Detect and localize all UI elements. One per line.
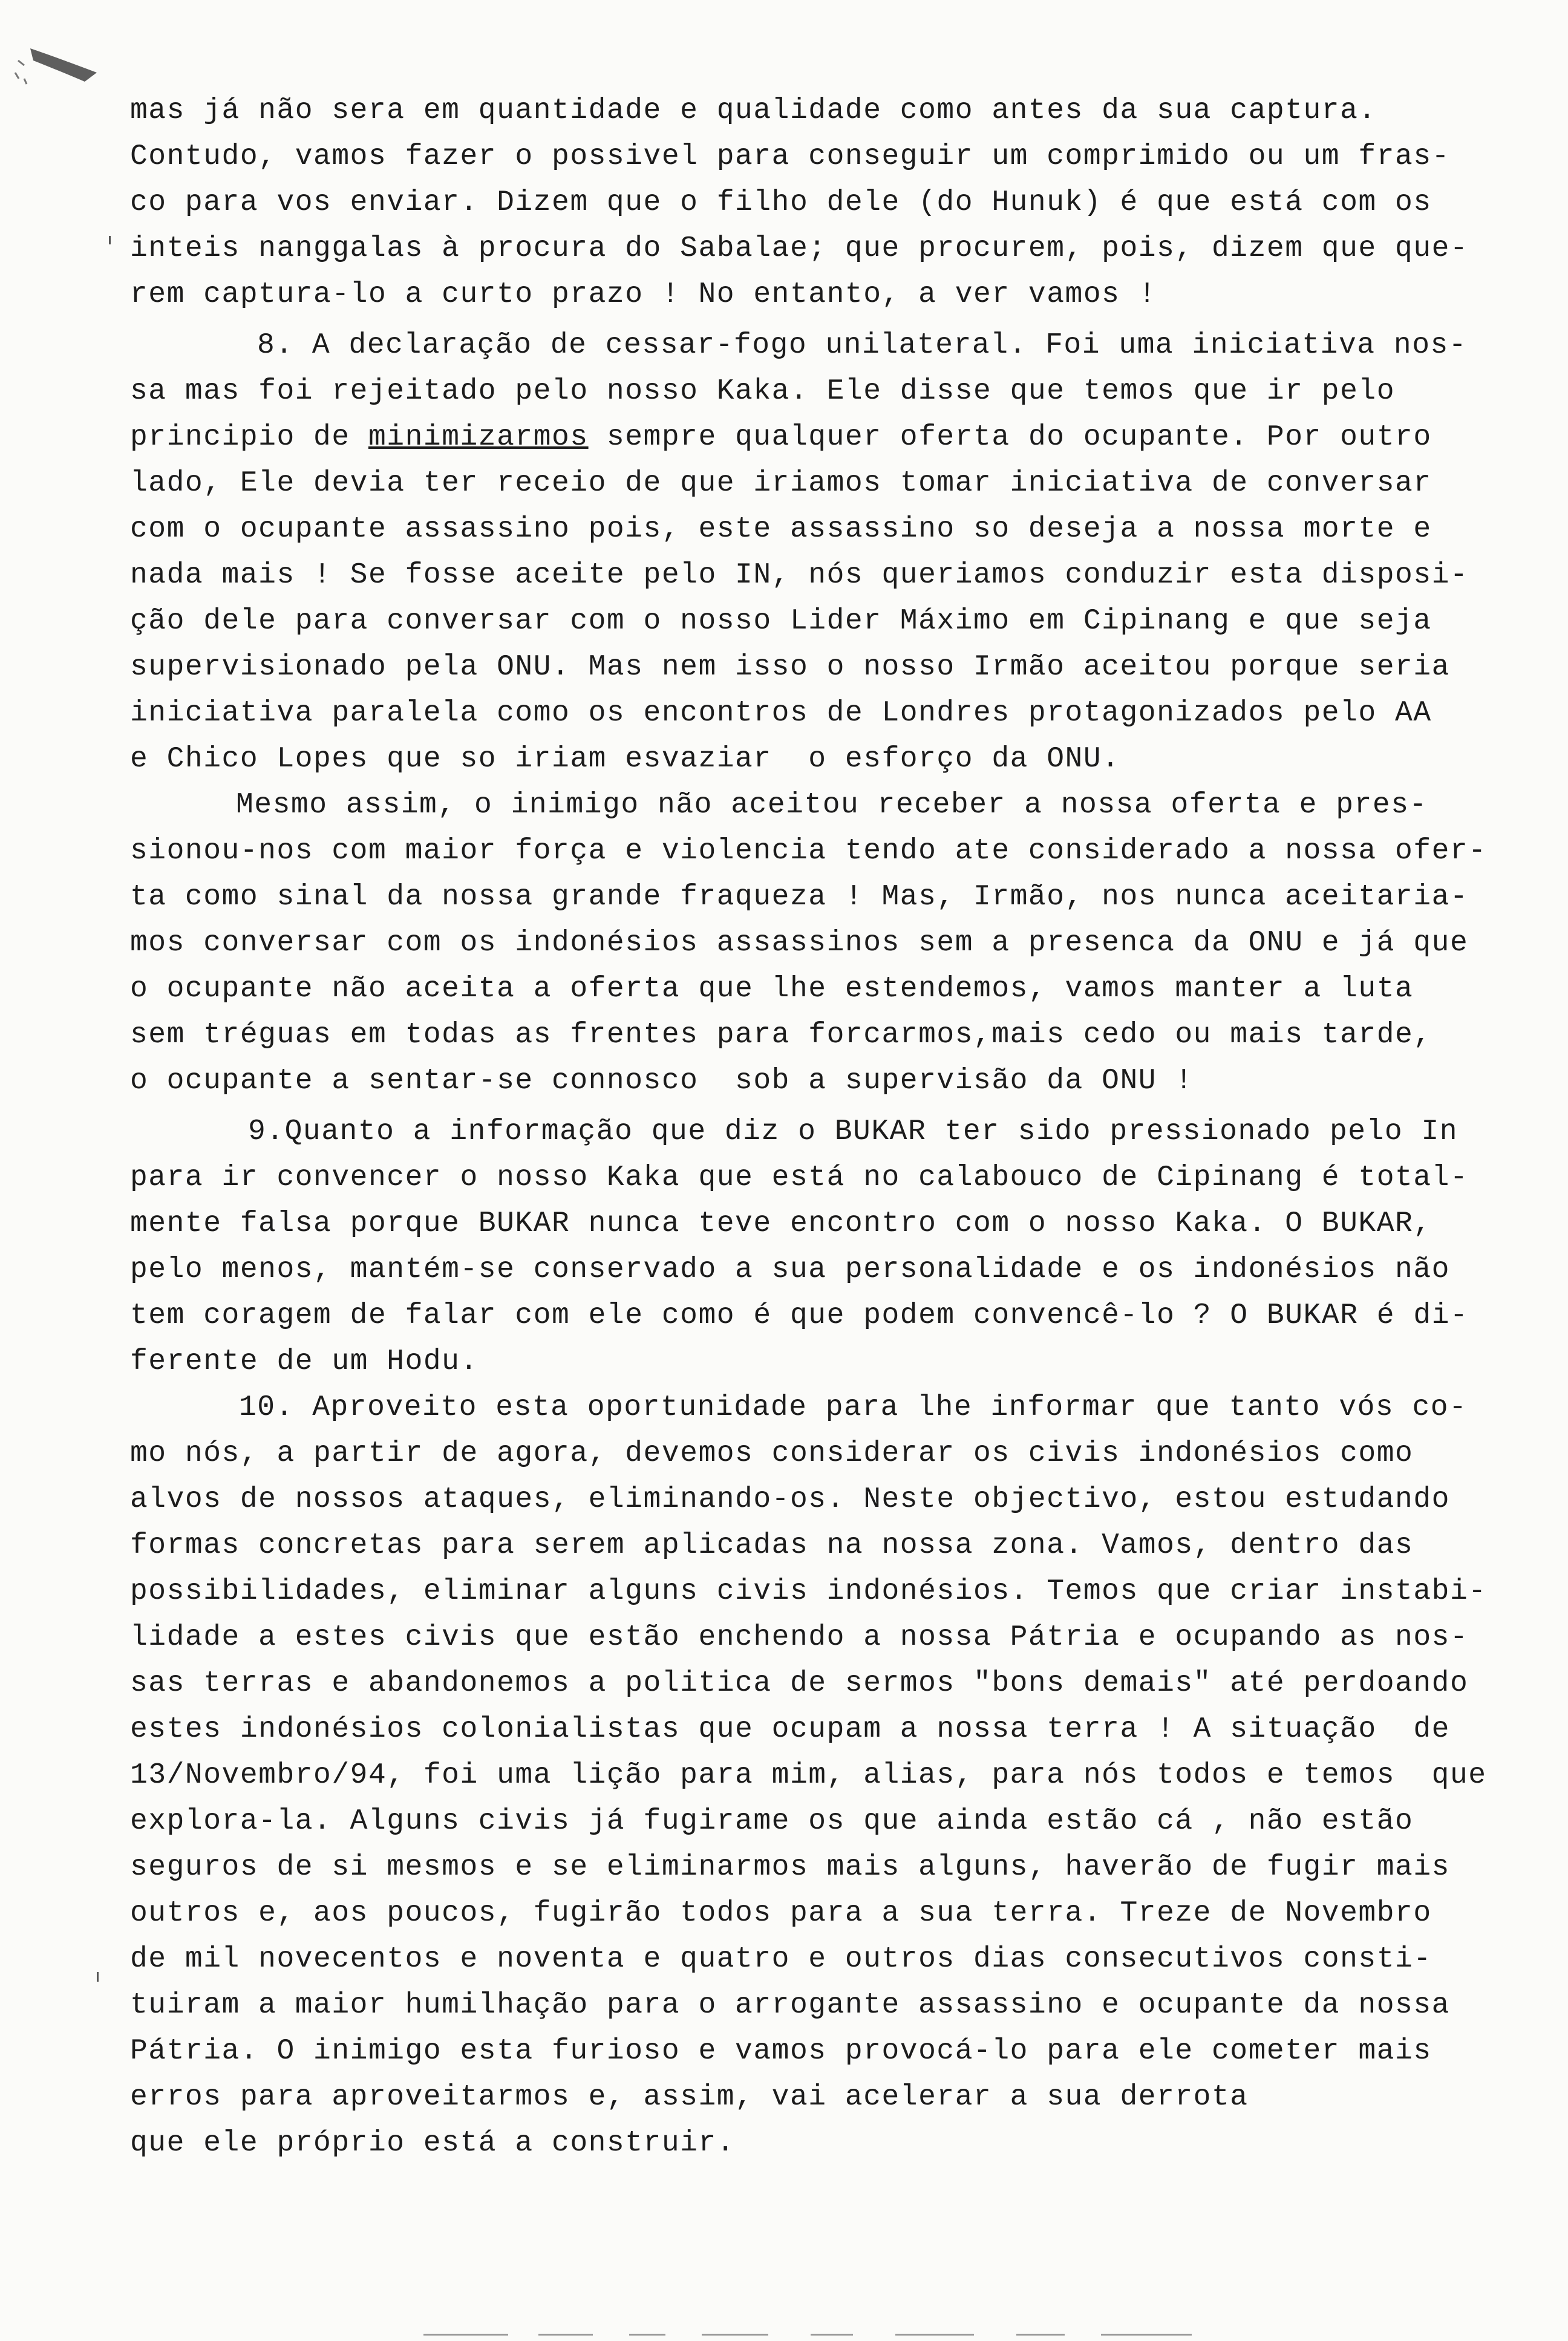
text-line: sas terras e abandonemos a politica de sermos "bons demais" até perdoando (130, 1667, 1469, 1700)
text-line: com o ocupante assassino pois, este assassino so deseja a nossa morte e (130, 513, 1432, 546)
text-line: mas já não sera em quantidade e qualidade como antes da sua captura. (130, 94, 1377, 127)
text-line: e Chico Lopes que so iriam esvaziar o esforço da ONU. (130, 743, 1120, 775)
margin-tick-mark (97, 1972, 99, 1982)
paragraph-10-start: 10. Aproveito esta oportunidade para lhe informar que tanto vós co- (239, 1391, 1468, 1424)
text-line: lidade a estes civis que estão enchendo a nossa Pátria e ocupando as nos- (130, 1621, 1469, 1654)
text-line: lado, Ele devia ter receio de que iriamos tomar iniciativa de conversar (130, 467, 1432, 500)
paragraph-start: Mesmo assim, o inimigo não aceitou receber a nossa oferta e pres- (236, 789, 1428, 821)
text-line: iniciativa paralela como os encontros de Londres protagonizados pelo AA (130, 697, 1432, 730)
scan-edge-noise (423, 2332, 1270, 2338)
text-line: co para vos enviar. Dizem que o filho dele (do Hunuk) é que está com os (130, 186, 1432, 219)
text-line: para ir convencer o nosso Kaka que está no calabouco de Cipinang é total- (130, 1161, 1469, 1194)
text-line: ta como sinal da nossa grande fraqueza ! Mas, Irmão, nos nunca aceitaria- (130, 881, 1469, 913)
text-line: mo nós, a partir de agora, devemos considerar os civis indonésios como (130, 1437, 1414, 1470)
text-line: sem tréguas em todas as frentes para forcarmos,mais cedo ou mais tarde, (130, 1019, 1432, 1051)
text-line: mos conversar com os indonésios assassinos sem a presenca da ONU e já que (130, 927, 1469, 959)
text-line: tem coragem de falar com ele como é que podem convencê-lo ? O BUKAR é di- (130, 1299, 1469, 1332)
typed-letter-body (130, 88, 1485, 2166)
text-line: outros e, aos poucos, fugirão todos para a sua terra. Treze de Novembro (130, 1897, 1432, 1930)
text-line: Contudo, vamos fazer o possivel para conseguir um comprimido ou um fras- (130, 140, 1450, 173)
text-line: inteis nanggalas à procura do Sabalae; que procurem, pois, dizem que que- (130, 232, 1469, 265)
text-line: mente falsa porque BUKAR nunca teve encontro com o nosso Kaka. O BUKAR, (130, 1207, 1432, 1240)
text-line: alvos de nossos ataques, eliminando-os. Neste objectivo, estou estudando (130, 1483, 1450, 1516)
text-line: de mil novecentos e noventa e quatro e outros dias consecutivos consti- (130, 1943, 1432, 1976)
text-line: sa mas foi rejeitado pelo nosso Kaka. Ele disse que temos que ir pelo (130, 375, 1396, 408)
text-line: ção dele para conversar com o nosso Lider Máximo em Cipinang e que seja (130, 605, 1432, 638)
text-line (130, 414, 1485, 460)
text-line: Pátria. O inimigo esta furioso e vamos provocá-lo para ele cometer mais (130, 2035, 1432, 2068)
text-segment: principio de (130, 421, 368, 454)
text-line: o ocupante não aceita a oferta que lhe estendemos, vamos manter a luta (130, 973, 1414, 1005)
text-line: supervisionado pela ONU. Mas nem isso o nosso Irmão aceitou porque seria (130, 651, 1450, 684)
paragraph-8-start: 8. A declaração de cessar-fogo unilateral. Foi uma iniciativa nos- (257, 329, 1468, 362)
text-line: formas concretas para serem aplicadas na nossa zona. Vamos, dentro das (130, 1529, 1414, 1562)
text-line: tuiram a maior humilhação para o arrogante assassino e ocupante da nossa (130, 1989, 1450, 2022)
paragraph-9-start: 9.Quanto a informação que diz o BUKAR ter sido pressionado pelo In (248, 1115, 1459, 1148)
text-segment: sempre qualquer oferta do ocupante. Por outro (588, 421, 1432, 454)
text-line: pelo menos, mantém-se conservado a sua personalidade e os indonésios não (130, 1253, 1450, 1286)
text-line: o ocupante a sentar-se connosco sob a supervisão da ONU ! (130, 1065, 1194, 1097)
text-line: erros para aproveitarmos e, assim, vai acelerar a sua derrota (130, 2081, 1249, 2114)
text-line: rem captura-lo a curto prazo ! No entanto, a ver vamos ! (130, 278, 1157, 311)
margin-tick-mark (109, 236, 111, 244)
text-line: nada mais ! Se fosse aceite pelo IN, nós queriamos conduzir esta disposi- (130, 559, 1469, 592)
text-line: sionou-nos com maior força e violencia tendo ate considerado a nossa ofer- (130, 835, 1487, 867)
text-line: 13/Novembro/94, foi uma lição para mim, alias, para nós todos e temos que (130, 1759, 1487, 1792)
scan-smudge-mark (6, 36, 127, 109)
text-line: ferente de um Hodu. (130, 1345, 479, 1378)
text-line: possibilidades, eliminar alguns civis indonésios. Temos que criar instabi- (130, 1575, 1487, 1608)
text-line: que ele próprio está a construir. (130, 2127, 736, 2160)
text-line: estes indonésios colonialistas que ocupam a nossa terra ! A situação de (130, 1713, 1450, 1746)
underlined-word: minimizarmos (368, 421, 589, 454)
text-line: explora-la. Alguns civis já fugirame os que ainda estão cá , não estão (130, 1805, 1414, 1838)
text-line: seguros de si mesmos e se eliminarmos mais alguns, haverão de fugir mais (130, 1851, 1450, 1884)
